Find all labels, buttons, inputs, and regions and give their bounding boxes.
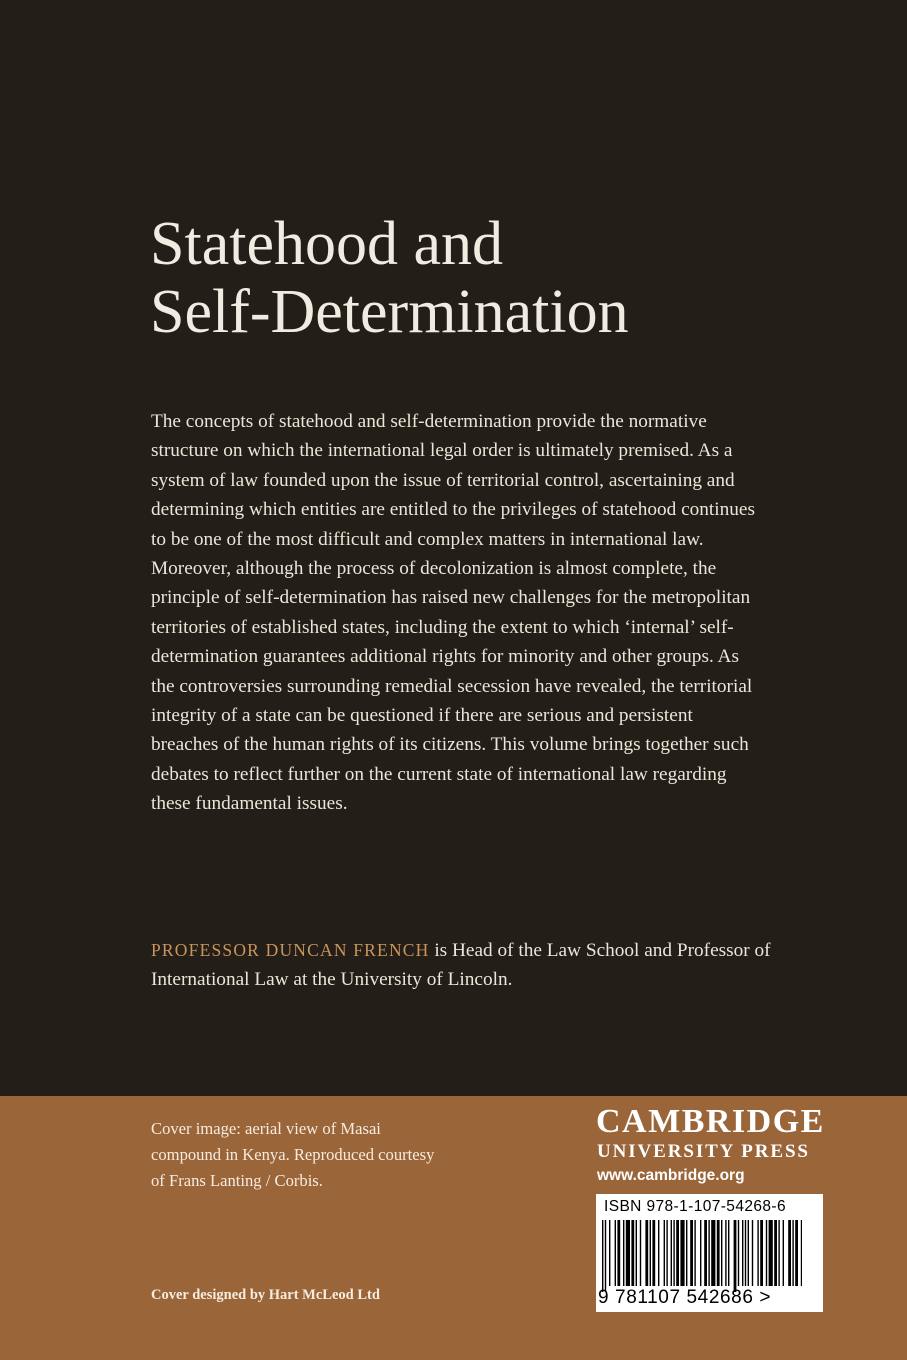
barcode-bar <box>774 1220 777 1286</box>
book-description: The concepts of statehood and self-determination provide the normative structure on which the international legal order is ultimately premised. As a system of law founded upon the issue of territorial control, ascertaining and determining which entities are entitled to the privileges of statehood continues to be one of the most difficult and complex matters in international law. Moreover, although the process of decolonization is almost complete, the principle of self-determination has raised new challenges for the metropolitan territories of established states, including the extent to which ‘internal’ self-determination guarantees additional rights for minority and other groups. As the controversies surrounding remedial secession have revealed, the territorial integrity of a state can be questioned if there are serious and persistent breaches of the human rights of its citizens. This volume brings together such debates to reflect further on the current state of international law regarding these fundamental issues. <box>151 411 755 815</box>
barcode-bar <box>652 1220 655 1286</box>
cover-image-credit: Cover image: aerial view of Masai compound in Kenya. Reproduced courtesy of Frans Lanting / Corbis. <box>151 1119 435 1190</box>
barcode-bar <box>631 1220 634 1286</box>
barcode-bar <box>783 1220 784 1286</box>
barcode-bar <box>680 1220 684 1286</box>
barcode-bar <box>623 1220 624 1286</box>
barcode-bar <box>769 1220 773 1286</box>
barcode-bar <box>778 1220 779 1286</box>
barcode-bar <box>801 1220 802 1286</box>
author-description: is Head of the Law School and Professor of International Law at the University of Lincoln. <box>151 940 771 991</box>
barcode-bar <box>645 1220 648 1286</box>
barcode-bar <box>760 1220 763 1286</box>
barcode-bar <box>745 1220 746 1286</box>
barcode-bar <box>609 1220 610 1286</box>
author-name: PROFESSOR DUNCAN FRENCH <box>151 940 430 960</box>
isbn-number: ISBN 978-1-107-54268-6 <box>604 1198 786 1215</box>
barcode-bar <box>748 1220 749 1286</box>
barcode-bar <box>738 1220 739 1286</box>
barcode-bar <box>795 1220 798 1286</box>
barcode-bars <box>602 1220 802 1292</box>
publisher-url: www.cambridge.org <box>597 1167 745 1184</box>
barcode-bar <box>686 1220 687 1286</box>
barcode-bar <box>788 1220 791 1286</box>
barcode-bar <box>671 1220 672 1286</box>
publisher-press: UNIVERSITY PRESS <box>597 1141 810 1162</box>
barcode-bar <box>717 1220 720 1286</box>
barcode-bar <box>757 1220 758 1286</box>
barcode-bar <box>602 1220 603 1292</box>
author-bio <box>151 936 771 995</box>
barcode-bar <box>752 1220 753 1286</box>
barcode-bar <box>640 1220 641 1286</box>
title-line-2: Self-Determination <box>150 278 629 346</box>
barcode-bar <box>664 1220 665 1286</box>
barcode-bar <box>704 1220 707 1286</box>
barcode-bar <box>636 1220 637 1286</box>
title-line-1: Statehood and <box>150 210 503 278</box>
barcode-bar <box>711 1220 715 1286</box>
barcode-bar <box>734 1220 737 1292</box>
barcode-bar <box>721 1220 722 1286</box>
barcode-bar <box>766 1220 767 1286</box>
publisher-name: CAMBRIDGE <box>596 1103 825 1140</box>
barcode-bar <box>615 1220 616 1286</box>
barcode-bar <box>690 1220 693 1286</box>
barcode-bar <box>728 1220 729 1286</box>
barcode-bar <box>673 1220 674 1286</box>
barcode-bar <box>676 1220 679 1286</box>
barcode-bar <box>792 1220 793 1286</box>
barcode-bar <box>658 1220 659 1286</box>
cover-designer-credit: Cover designed by Hart McLeod Ltd <box>151 1287 380 1303</box>
barcode-bar <box>694 1220 695 1286</box>
barcode-bar <box>700 1220 701 1286</box>
barcode-bar <box>666 1220 667 1286</box>
barcode-bar <box>708 1220 709 1286</box>
barcode-digits: 9 781107 542686 > <box>598 1287 772 1308</box>
barcode-bar <box>626 1220 630 1286</box>
isbn-barcode <box>596 1194 823 1312</box>
barcode-bar <box>617 1220 620 1286</box>
barcode-bar <box>650 1220 651 1286</box>
barcode-bar <box>742 1220 743 1286</box>
barcode-bar <box>605 1220 606 1292</box>
barcode-bar <box>725 1220 726 1286</box>
book-title <box>150 210 629 346</box>
